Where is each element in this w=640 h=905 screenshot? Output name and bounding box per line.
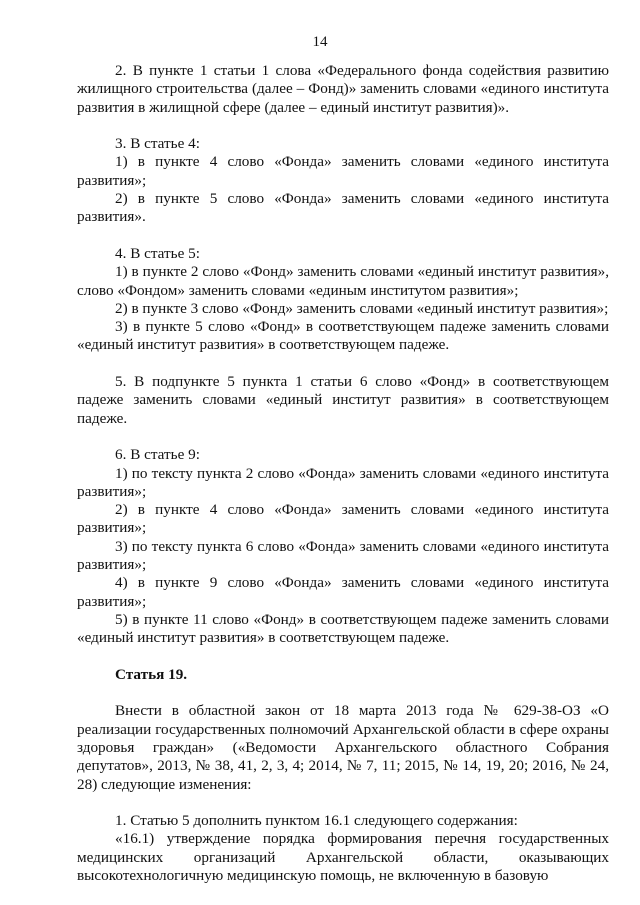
paragraph: 5. В подпункте 5 пункта 1 статьи 6 слово «Фонд» в соответствующем падеже заменить словами «единый институт развития» в соответствующем падеже. bbox=[77, 373, 609, 427]
paragraph: 4) в пункте 9 слово «Фонда» заменить словами «единого института развития»; bbox=[77, 574, 609, 610]
paragraph: 2. В пункте 1 статьи 1 слова «Федерального фонда содействия развитию жилищного строительства (далее – Фонд)» заменить словами «единого института развития в жилищной сфере (далее – единый институт развития)». bbox=[77, 62, 609, 116]
paragraph: 5) в пункте 11 слово «Фонд» в соответствующем падеже заменить словами «единый институт развития» в соответствующем падеже. bbox=[77, 610, 609, 647]
paragraph-gap bbox=[77, 794, 609, 812]
paragraph: 3) по тексту пункта 6 слово «Фонда» заменить словами «единого института развития»; bbox=[77, 537, 609, 574]
paragraph: 6. В статье 9: bbox=[115, 446, 200, 464]
paragraph: 1) по тексту пункта 2 слово «Фонда» заменить словами «единого института развития»; bbox=[77, 464, 609, 500]
paragraph: 3) в пункте 5 слово «Фонд» в соответствующем падеже заменить словами «единый институт развития» в соответствующем падеже. bbox=[77, 318, 609, 354]
paragraph-gap bbox=[77, 684, 609, 702]
paragraph-gap bbox=[77, 428, 609, 446]
paragraph: 2) в пункте 3 слово «Фонд» заменить словами «единый институт развития»; bbox=[115, 299, 609, 317]
paragraph: «16.1) утверждение порядка формирования перечня государственных медицинских организаций Архангельской области, оказывающих высокотехнологичную медицинскую помощь, не включенную в базовую bbox=[77, 830, 609, 885]
paragraph-gap bbox=[77, 648, 609, 666]
article-heading: Статья 19. bbox=[115, 665, 188, 683]
paragraph: 1) в пункте 4 слово «Фонда» заменить словами «единого института развития»; bbox=[77, 153, 609, 189]
paragraph: 1. Статью 5 дополнить пунктом 16.1 следующего содержания: bbox=[115, 812, 518, 830]
page-number: 14 bbox=[312, 34, 328, 50]
document-body bbox=[77, 62, 609, 885]
paragraph: 1) в пункте 2 слово «Фонд» заменить словами «единый институт развития», слово «Фондом» заменить словами «единым институтом развития»; bbox=[77, 263, 609, 299]
paragraph: 4. В статье 5: bbox=[115, 244, 200, 262]
paragraph-gap bbox=[77, 227, 609, 245]
paragraph: 3. В статье 4: bbox=[115, 135, 200, 153]
paragraph-gap bbox=[77, 117, 609, 135]
paragraph-gap bbox=[77, 355, 609, 373]
paragraph: 2) в пункте 5 слово «Фонда» заменить словами «единого института развития». bbox=[77, 190, 609, 226]
paragraph: Внести в областной закон от 18 марта 2013 года № 629-38-ОЗ «О реализации государственных полномочий Архангельской области в сфере охраны здоровья граждан» («Ведомости Архангельского областного Собрания депутатов», 2013, № 38, 41, 2, 3, 4; 2014, № 7, 11; 2015, № 14, 19, 20; 2016, № 24, 28) следующие изменения: bbox=[77, 702, 609, 793]
paragraph: 2) в пункте 4 слово «Фонда» заменить словами «единого института развития»; bbox=[77, 501, 609, 537]
